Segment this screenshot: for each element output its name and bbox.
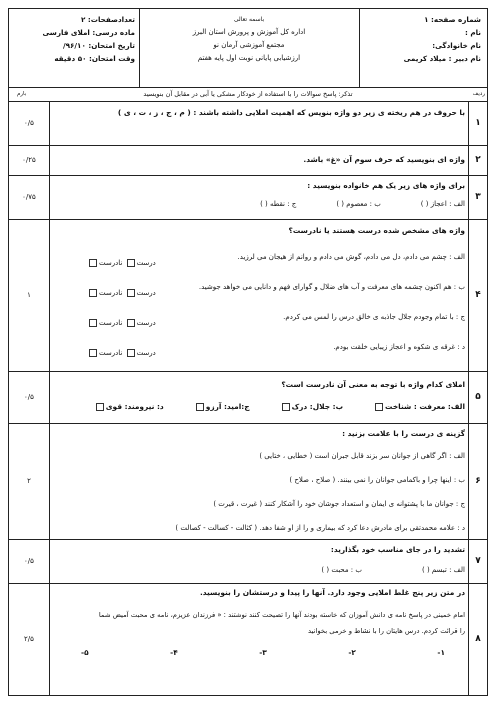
question-score: ۰/۵ — [9, 101, 50, 145]
exam-sheet — [8, 8, 488, 696]
correct-label: درست — [136, 349, 156, 357]
question-number: ۶ — [468, 423, 487, 539]
family-label: نام خانوادگی: — [432, 41, 481, 50]
question-text: واژه ای بنویسید که حرف سوم آن «غ» باشد. — [303, 155, 465, 164]
wrong-label: نادرست — [99, 289, 123, 297]
wrong-label: نادرست — [99, 349, 123, 357]
statement-c: ج : جوانان ما با پشتوانه ی ایمان و استعداد جوشان خود را آشکار کنند ( غیرت ، قیرت ) — [213, 500, 465, 508]
answer-item[interactable]: ب : معصوم ( ) — [336, 200, 381, 208]
answer-blank[interactable]: ۴- — [170, 648, 178, 657]
checkbox[interactable] — [282, 403, 290, 411]
checkbox[interactable] — [127, 259, 135, 267]
answer-item[interactable]: ج : نقطه ( ) — [260, 200, 297, 208]
exam-duration: وقت امتحان: ۵۰ دقیقه — [54, 54, 135, 63]
teacher-name: میلاد کریمی — [403, 54, 447, 63]
question-row — [9, 219, 487, 372]
exam-header — [9, 9, 487, 88]
statement-d: د : علامه محمدتقی برای مادرش دعا کرد که بیماری و را از او شفا دهد. ( کثالت - کسالت - کصالت ) — [175, 524, 465, 532]
instruction-text: تذکر: پاسخ سوالات را با استفاده از خودکار مشکی یا آبی در مقابل آن بنویسید — [143, 90, 353, 98]
checkbox[interactable] — [127, 349, 135, 357]
answer-blank[interactable]: ۵- — [81, 648, 89, 657]
question-number: ۸ — [468, 583, 487, 695]
question-text: برای واژه های زیر یک هم خانواده بنویسید : — [307, 181, 465, 190]
option-a: الف: معرفت : شناخت — [373, 401, 465, 413]
question-score: ۲ — [9, 423, 50, 539]
instruction-row — [9, 87, 487, 102]
checkbox[interactable] — [89, 289, 97, 297]
question-text: در متن زیر پنج غلط املایی وجود دارد. آنها را پیدا و درستشان را بنویسید. — [199, 588, 465, 597]
question-score: ۰/۲۵ — [9, 145, 50, 175]
checkbox[interactable] — [89, 259, 97, 267]
question-score: ۰/۷۵ — [9, 175, 50, 219]
statement-d: د : غرقه ی شکوه و اعجاز زیبایی خلقت بودم. — [333, 343, 465, 351]
question-text: تشدید را در جای مناسب خود بگذارید: — [330, 545, 465, 554]
answer-blank[interactable]: ۳- — [259, 648, 267, 657]
correct-label: درست — [136, 319, 156, 327]
row-col-label: ردیف — [472, 91, 485, 97]
question-text: با حروف در هم ریخته ی زیر دو واژه بنویس که اهمیت املایی داشته باشند : ( م ، ج ، ز ، ت ، ی ) — [117, 108, 465, 117]
question-number: ۱ — [468, 101, 487, 145]
header-divider — [139, 9, 140, 87]
option-d: د: نیرومند: قوی — [94, 401, 164, 413]
question-text: گزینه ی درست را با علامت بزنید : — [342, 429, 465, 438]
question-row — [9, 371, 487, 424]
checkbox[interactable] — [196, 403, 204, 411]
correct-label: درست — [136, 259, 156, 267]
score-col-label: بارم — [17, 91, 27, 97]
answer-item[interactable]: الف : اعجاز ( ) — [420, 200, 465, 208]
checkbox[interactable] — [96, 403, 104, 411]
answer-blank[interactable]: ۱- — [437, 648, 445, 657]
name-label: نام : — [464, 28, 481, 37]
question-row — [9, 101, 487, 146]
correct-label: درست — [136, 289, 156, 297]
question-score: ۰/۵ — [9, 371, 50, 423]
pages-count: تعدادصفحات: ۲ — [80, 15, 135, 24]
statement-b: ب : اینها چرا و باکمامی جوانان را نمی بینند. ( صلاح ، صلاح ) — [289, 476, 465, 484]
checkbox[interactable] — [89, 349, 97, 357]
page-number: شماره صفحه: ۱ — [424, 15, 481, 24]
question-score: ۲/۵ — [9, 583, 50, 695]
question-number: ۵ — [468, 371, 487, 423]
answer-blank[interactable]: ۲- — [348, 648, 356, 657]
header-exam-info — [15, 13, 135, 91]
question-score: ۰/۵ — [9, 539, 50, 583]
checkbox[interactable] — [127, 319, 135, 327]
passage-line: امام خمینی در پاسخ نامه ی دانش آموزان که خاسته بودند آنها را تصیحت کنند نوشتند : « فرزندان عزیزم، نامه ی محبت آمیض شما — [98, 611, 465, 619]
question-row — [9, 145, 487, 176]
answer-item[interactable]: ب : محبت ( ) — [321, 566, 362, 574]
school-name: مجتمع آموزشی آرمان نو — [213, 41, 285, 49]
org-name: اداره کل آموزش و پرورش استان البرز — [192, 28, 306, 36]
question-row — [9, 583, 487, 695]
statement-a: الف : چشم می دادم، دل می دادم، گوش می دادم و روانم از هیجان می لرزید. — [237, 253, 465, 261]
question-text: املای کدام واژه با توجه به معنی آن نادرست است؟ — [281, 380, 465, 389]
header-divider — [359, 9, 360, 87]
question-row — [9, 175, 487, 220]
question-score: ۱ — [9, 219, 50, 371]
question-row — [9, 423, 487, 540]
exam-date: تاریخ امتحان: ۹۶/۱۰/ — [63, 41, 135, 50]
question-number: ۲ — [468, 145, 487, 175]
bismillah: باسمه تعالی — [233, 16, 265, 23]
statement-c: ج : با تمام وجودم جلال جاذبه ی خالق درس را لمس می کردم. — [283, 313, 465, 321]
header-student-info — [404, 13, 481, 91]
question-number: ۴ — [468, 219, 487, 371]
checkbox[interactable] — [89, 319, 97, 327]
passage-line: را قرائت کردم. درس هایتان را با نشاط و خرمی بخوانید — [307, 627, 465, 635]
wrong-label: نادرست — [99, 319, 123, 327]
option-c: ج:امید: آرزو — [194, 401, 250, 413]
teacher-label: نام دبیر : — [448, 54, 481, 63]
question-number: ۷ — [468, 539, 487, 583]
option-b: ب: جلال: درک — [280, 401, 343, 413]
question-number: ۳ — [468, 175, 487, 219]
statement-b: ب : هم اکنون چشمه های معرفت و آب های ضلال و گوارای فهم و دانایی می خواهد جوشید. — [198, 283, 465, 291]
statement-a: الف : اگر گاهی از جوانان سر بزند قابل جبران است ( خطایی ، ختایی ) — [259, 452, 465, 460]
checkbox[interactable] — [375, 403, 383, 411]
question-row — [9, 539, 487, 584]
question-text: واژه های مشخص شده درست هستند یا نادرست؟ — [288, 226, 465, 235]
exam-title: ارزشیابی پایانی نوبت اول پایه هفتم — [197, 54, 301, 62]
answer-item[interactable]: الف : تبسم ( ) — [421, 566, 465, 574]
checkbox[interactable] — [127, 289, 135, 297]
true-false-choices — [87, 259, 156, 379]
subject: ماده درسی: املای فارسی — [42, 28, 135, 37]
header-school-info — [159, 16, 339, 97]
wrong-label: نادرست — [99, 259, 123, 267]
